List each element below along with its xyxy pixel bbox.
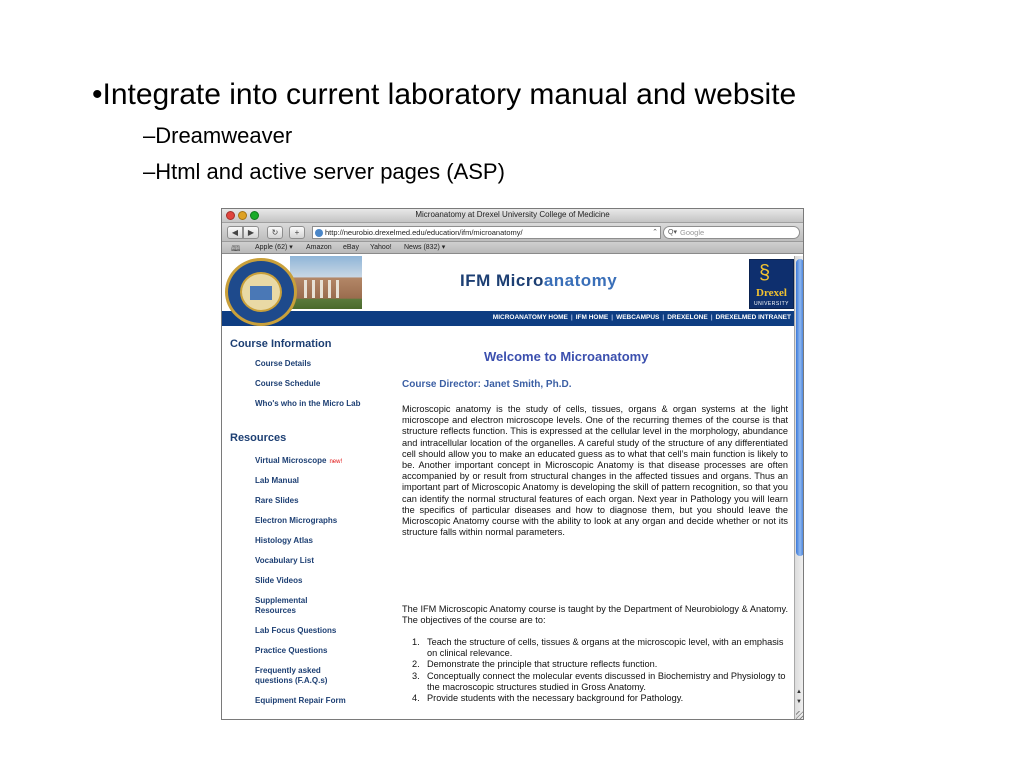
browser-toolbar — [222, 223, 803, 242]
course-director: Course Director: Janet Smith, Ph.D. — [402, 379, 572, 390]
list-item — [402, 659, 788, 670]
list-item — [402, 671, 788, 693]
drexel-logo-sub: UNIVERSITY — [753, 301, 789, 307]
bookmark-apple[interactable]: Apple (62) ▾ — [255, 244, 293, 251]
sidebar-supplemental-resources[interactable]: Supplemental Resources — [255, 596, 308, 615]
sidebar-lab-manual[interactable]: Lab Manual — [255, 476, 300, 485]
slide-sub-bullet-dreamweaver: –Dreamweaver — [143, 123, 293, 148]
drexel-logo[interactable] — [749, 259, 794, 309]
site-banner — [222, 256, 794, 311]
nav-separator: | — [570, 314, 573, 321]
photo-column — [312, 280, 315, 298]
sidebar-course-schedule[interactable]: Course Schedule — [255, 379, 321, 388]
sidebar-histology-atlas[interactable]: Histology Atlas — [255, 536, 313, 545]
objectives-list — [402, 637, 788, 704]
sidebar-course-details[interactable]: Course Details — [255, 359, 312, 368]
college-seal-logo — [225, 258, 297, 326]
scroll-up-arrow-icon[interactable]: ▲ — [796, 689, 802, 695]
dragon-icon: § — [759, 262, 771, 284]
nav-separator: | — [710, 314, 713, 321]
address-text: http://neurobio.drexelmed.edu/education/ifm/microanatomy/ — [325, 228, 523, 237]
list-item-number: 1. — [412, 637, 420, 647]
bookmark-news[interactable]: News (832) ▾ — [404, 244, 446, 251]
photo-column — [304, 280, 307, 298]
site-title — [460, 271, 617, 291]
nav-drexelmed-intranet[interactable]: DREXELMED INTRANET — [715, 314, 791, 321]
sidebar-electron-micrographs[interactable]: Electron Micrographs — [255, 516, 338, 525]
bookmark-ebay[interactable]: eBay — [343, 244, 359, 251]
slide-sub-bullet-html-asp: –Html and active server pages (ASP) — [143, 159, 505, 184]
sidebar-faq[interactable]: Frequently asked questions (F.A.Q.s) — [255, 666, 328, 685]
nav-ifm-home[interactable]: IFM HOME — [575, 314, 609, 321]
list-item-text: Teach the structure of cells, tissues & organs at the microscopic level, with an emphasis on clinical relevance. — [427, 637, 784, 659]
intro-paragraph: Microscopic anatomy is the study of cells, tissues, organs & organ systems at the light microscope and electron microscope levels. One of the recurring themes of the course is that structure reflects function. This is expressed at the cellular level in the morphology, abundance and intracellular location of the organelles. A careful study of the structure of any differentiated cell should allow you to make an educated guess as to what that cell’s main function is likely to be. Another important concept in Microscopic Anatomy is that disease processes are often accompanied by or result from structural changes in the affected tissues and organs. Thus an important part of Microscopic Anatomy is developing the skill of pattern recognition, so that you can identify the normal structural features of each organ. Next year in Pathology you will learn the specifics of particular diseases and how to diagnose them, but you should leave the Microscopic Anatomy course with the ability to look at any organ and decide whether or not its structure falls within normal parameters. — [402, 404, 788, 538]
search-placeholder: Google — [680, 228, 705, 237]
seal-center — [240, 272, 282, 312]
resources-heading: Resources — [230, 432, 287, 444]
browser-window — [221, 208, 804, 720]
reload-icon: ↻ — [271, 228, 279, 237]
main-content — [402, 326, 790, 720]
list-item-text: Conceptually connect the molecular events discussed in Biochemistry and Physiology to the macroscopic structures studied in Gross Anatomy. — [427, 670, 786, 692]
bookmark-amazon[interactable]: Amazon — [306, 244, 332, 251]
site-nav-bar — [222, 311, 794, 326]
sidebar-practice-questions[interactable]: Practice Questions — [255, 646, 328, 655]
list-item-number: 4. — [412, 693, 420, 704]
nav-separator: | — [611, 314, 614, 321]
globe-icon — [315, 229, 323, 237]
scrollbar-thumb[interactable] — [796, 259, 804, 556]
campus-building-photo — [290, 256, 362, 309]
bookmarks-bar — [222, 242, 803, 254]
bookmark-yahoo[interactable]: Yahoo! — [370, 244, 392, 251]
plus-icon: + — [294, 228, 300, 237]
forward-arrow-icon: ▶ — [247, 228, 255, 237]
title-bar — [222, 209, 803, 223]
site-nav-links — [493, 314, 791, 321]
scroll-down-arrow-icon[interactable]: ▼ — [796, 699, 802, 705]
photo-column — [336, 280, 339, 298]
drexel-logo-name: Drexel — [756, 287, 787, 299]
photo-column — [320, 280, 323, 298]
reload-button[interactable] — [267, 226, 283, 239]
nav-drexelone[interactable]: DREXELONE — [667, 314, 708, 321]
sidebar-lab-focus-questions[interactable]: Lab Focus Questions — [255, 626, 337, 635]
list-item-number: 2. — [412, 659, 420, 670]
sidebar — [222, 326, 394, 720]
course-information-heading: Course Information — [230, 338, 332, 350]
sidebar-virtual-microscope-label: Virtual Microscope — [255, 456, 327, 465]
sidebar-slide-videos[interactable]: Slide Videos — [255, 576, 303, 585]
search-icon: Q▾ — [668, 229, 677, 236]
vertical-scrollbar[interactable] — [794, 256, 804, 720]
list-item-number: 3. — [412, 670, 420, 681]
nav-separator: | — [662, 314, 665, 321]
sidebar-whos-who[interactable]: Who's who in the Micro Lab — [255, 399, 361, 408]
sidebar-rare-slides[interactable]: Rare Slides — [255, 496, 299, 505]
site-title-part2: anatomy — [543, 271, 618, 290]
nav-microanatomy-home[interactable]: MICROANATOMY HOME — [492, 314, 568, 321]
forward-button[interactable] — [243, 226, 259, 239]
sidebar-equipment-repair-form[interactable]: Equipment Repair Form — [255, 696, 346, 705]
search-field[interactable] — [663, 226, 800, 239]
address-dropdown-icon[interactable]: ⌃ — [652, 229, 658, 236]
list-item-text: Demonstrate the principle that structure reflects function. — [427, 659, 658, 670]
window-title: Microanatomy at Drexel University College of Medicine — [415, 210, 610, 219]
list-item — [402, 693, 788, 704]
nav-webcampus[interactable]: WEBCAMPUS — [616, 314, 660, 321]
slide-bullet-main: •Integrate into current laboratory manual and website — [92, 78, 797, 111]
seal-building — [250, 286, 272, 300]
bookmarks-book-icon[interactable]: 🕮 — [231, 244, 241, 253]
photo-column — [328, 280, 331, 298]
add-bookmark-button[interactable] — [289, 226, 305, 239]
objectives-intro: The IFM Microscopic Anatomy course is taught by the Department of Neurobiology & Anatomy. The objectives of the course are to: — [402, 604, 788, 626]
sidebar-vocabulary-list[interactable]: Vocabulary List — [255, 556, 314, 565]
resize-grip-icon[interactable] — [796, 711, 804, 719]
sidebar-virtual-microscope[interactable] — [255, 456, 375, 467]
list-item — [402, 637, 788, 659]
new-badge: new! — [329, 459, 343, 465]
back-button[interactable] — [227, 226, 243, 239]
back-arrow-icon: ◀ — [231, 228, 239, 237]
web-page — [222, 256, 794, 720]
site-title-part1: IFM Micro — [460, 271, 544, 290]
list-item-text: Provide students with the necessary background for Pathology. — [427, 693, 684, 704]
address-bar[interactable] — [312, 226, 661, 239]
welcome-heading: Welcome to Microanatomy — [484, 349, 649, 364]
